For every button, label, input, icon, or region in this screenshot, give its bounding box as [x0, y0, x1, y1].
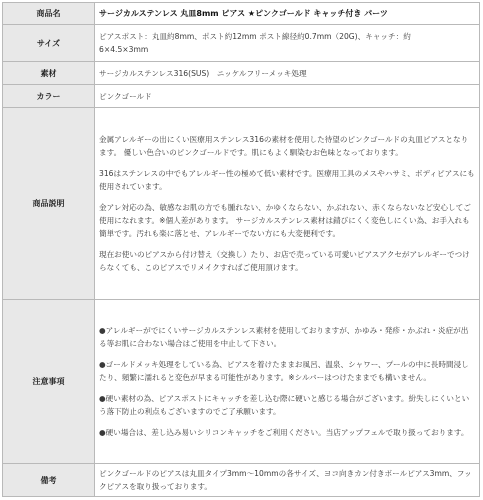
row-caution — [3, 300, 480, 464]
row-size — [3, 25, 480, 62]
size-line-2: 6×4.5×3mm — [99, 45, 149, 54]
description-paragraph-2: 316はステンレスの中でもアレルギー性の極めて低い素材です。医療用工具のメスやハサミ、ボディピアスにも使用されています。 — [99, 169, 475, 191]
row-product-name — [3, 3, 480, 25]
caution-paragraph-3: ●硬い素材の為、ピアスポストにキャッチを差し込む際に硬いと感じる場合がございます。紛失しにくいという落下防止の利点もございますのでご了承願います。 — [99, 394, 470, 416]
label-color: カラー — [3, 85, 95, 108]
value-size — [95, 25, 480, 62]
value-material: サージカルステンレス316(SUS) ニッケルフリーメッキ処理 — [95, 62, 480, 85]
label-material: 素材 — [3, 62, 95, 85]
row-material — [3, 62, 480, 85]
value-description — [95, 108, 480, 300]
description-paragraph-4: 現在お使いのピアスから付け替え（交換し）たり、お店で売っている可愛いピアスアクセがアレルギーでつけらなくても、このピアスでリメイクすればご使用頂けます。 — [99, 250, 470, 272]
caution-paragraph-2: ●ゴールドメッキ処理をしている為、ピアスを着けたままお風呂、温泉、シャワー、プールの中に長時間浸したり、頻繁に濡れると変色が早まる可能性があります。※シルバーはつけたままでも構いません。 — [99, 360, 469, 382]
value-product-name: サージカルステンレス 丸皿8mm ピアス ★ピンクゴールド キャッチ付き パーツ — [95, 3, 480, 25]
product-spec-sheet — [2, 2, 480, 496]
label-description: 商品説明 — [3, 108, 95, 300]
spec-table — [2, 2, 480, 497]
value-caution — [95, 300, 480, 464]
value-color: ピンクゴールド — [95, 85, 480, 108]
row-description — [3, 108, 480, 300]
size-line-1: ピアスポスト：丸皿約8mm、ポスト約12mm ポスト線径約0.7mm（20G)、キャッチ：約 — [99, 32, 411, 41]
description-paragraph-1: 金属アレルギーの出にくい医療用ステンレス316の素材を使用した待望のピンクゴールドの丸皿ピアスとなります。 優しい色合いのピンクゴールドです。肌にもよく馴染むお色味となっております。 — [99, 135, 469, 157]
caution-paragraph-4: ●硬い場合は、差し込み易いシリコンキャッチをご利用ください。当店アップフェルで取り扱っております。 — [99, 428, 469, 437]
description-paragraph-3: 金アレ対応の為、敏感なお肌の方でも腫れない、かゆくならない、かぶれない、赤くならないなど安心してご使用になれます。※個人差があります。 サージカルステンレス素材は錆びにくく変色しにくい為、お手入れも簡単です。汚れも楽に落とせ、アレルギーでない方にも大変便利です。 — [99, 203, 471, 238]
row-remarks — [3, 464, 480, 497]
label-size: サイズ — [3, 25, 95, 62]
label-remarks: 備考 — [3, 464, 95, 497]
caution-paragraph-1: ●アレルギーがでにくいサージカルステンレス素材を使用しておりますが、かゆみ・発疹・かぶれ・炎症が出る等お肌に合わない場合はご使用を中止して下さい。 — [99, 326, 469, 348]
value-remarks: ピンクゴールドのピアスは丸皿タイプ3mm〜10mmの各サイズ、ヨコ向きカン付きボールピアス3mm、フックピアスを取り扱っております。 — [95, 464, 480, 497]
label-product-name: 商品名 — [3, 3, 95, 25]
row-color — [3, 85, 480, 108]
label-caution: 注意事項 — [3, 300, 95, 464]
